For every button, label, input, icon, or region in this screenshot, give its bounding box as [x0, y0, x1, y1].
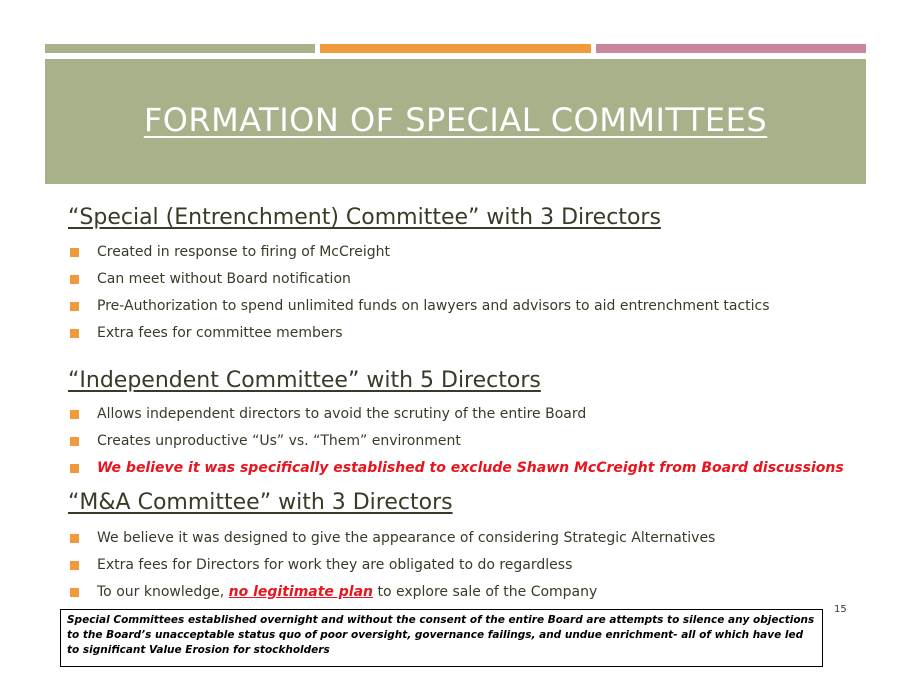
accent-bar-pink [596, 44, 866, 53]
bullet-square-icon [70, 329, 79, 338]
title-band [45, 59, 866, 184]
emphasis-no-legitimate-plan: no legitimate plan [228, 584, 374, 600]
bullet-square-icon [70, 561, 79, 570]
footer-note: Special Committees established overnight and without the consent of the entire Board are attempts to silence any objections to the Board’s unacceptable status quo of poor oversight, governance failings, and undue enrichment- all of which have led to significant Value Erosion for stockholders [67, 614, 815, 656]
section-heading-independent: “Independent Committee” with 5 Directors [68, 368, 541, 393]
bullet-prefix: To our knowledge, [97, 584, 225, 600]
bullet-square-icon [70, 275, 79, 284]
section-heading-special: “Special (Entrenchment) Committee” with 3 Directors [68, 205, 661, 230]
slide-title: FORMATION OF SPECIAL COMMITTEES [143, 101, 768, 139]
bullet-square-icon [70, 588, 79, 597]
bullet-square-icon [70, 464, 79, 473]
page-number: 15 [834, 604, 847, 615]
bullet-square-icon [70, 410, 79, 419]
accent-bar-green [45, 44, 315, 53]
bullet-square-icon [70, 534, 79, 543]
bullet-square-icon [70, 302, 79, 311]
bullet-square-icon [70, 248, 79, 257]
accent-bar-orange [320, 44, 591, 53]
bullet-square-icon [70, 437, 79, 446]
section-heading-ma: “M&A Committee” with 3 Directors [68, 490, 453, 515]
footer-note-box [60, 609, 823, 667]
bullet-suffix: to explore sale of the Company [373, 584, 598, 600]
